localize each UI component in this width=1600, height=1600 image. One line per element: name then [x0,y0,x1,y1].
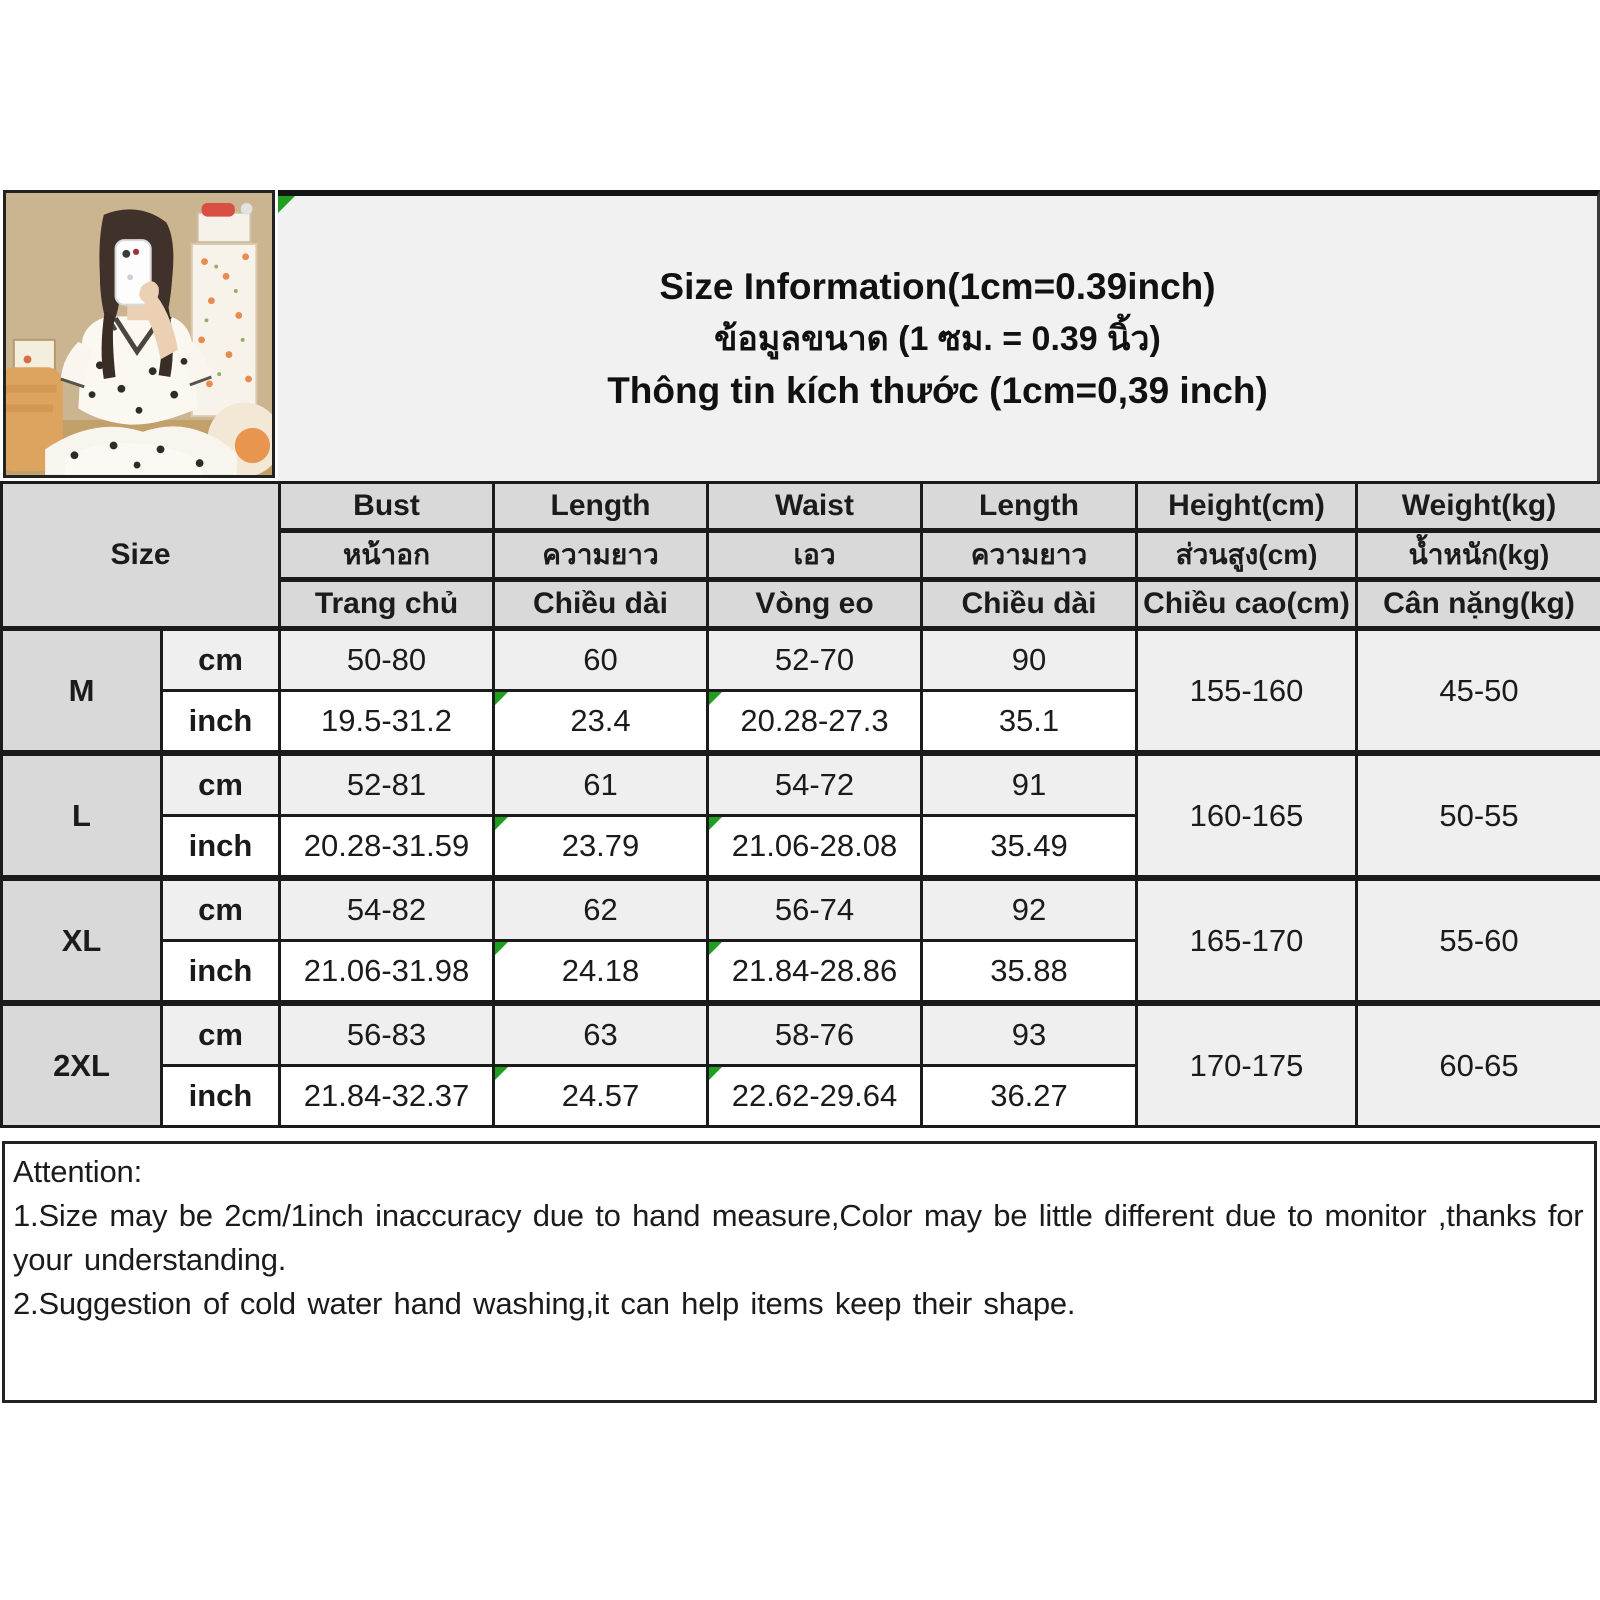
unit-inch: inch [162,941,280,1004]
table-row [2,753,1600,816]
2xl-length1-cm: 63 [494,1003,708,1066]
2xl-height: 170-175 [1137,1003,1357,1127]
2xl-length2-inch: 36.27 [922,1066,1137,1127]
xl-bust-inch: 21.06-31.98 [280,941,494,1004]
xl-waist-cm: 56-74 [708,878,922,941]
attention-note-1: 1.Size may be 2cm/1inch inaccuracy due to hand measure,Color may be little different due to monitor ,thanks for your understanding. [13,1198,1584,1278]
2xl-waist-inch: 22.62-29.64 [708,1066,922,1127]
xl-height: 165-170 [1137,878,1357,1003]
cell-comment-indicator-icon [278,196,295,213]
xl-waist-inch: 21.84-28.86 [708,941,922,1004]
col-header-length2-vi: Chiều dài [922,580,1137,629]
unit-inch: inch [162,816,280,879]
col-header-length1-vi: Chiều dài [494,580,708,629]
table-row [2,1003,1600,1066]
m-waist-cm: 52-70 [708,629,922,691]
m-waist-inch: 20.28-27.3 [708,691,922,754]
m-bust-inch: 19.5-31.2 [280,691,494,754]
attention-notes [2,1141,1597,1403]
unit-cm: cm [162,1003,280,1066]
l-waist-inch: 21.06-28.08 [708,816,922,879]
product-photo [3,190,275,478]
l-length2-cm: 91 [922,753,1137,816]
cell-comment-indicator-icon [709,1067,722,1080]
cell-comment-indicator-icon [495,817,508,830]
l-bust-cm: 52-81 [280,753,494,816]
col-header-height-en: Height(cm) [1137,483,1357,531]
col-header-waist-en: Waist [708,483,922,531]
unit-cm: cm [162,629,280,691]
cell-comment-indicator-icon [709,942,722,955]
unit-cm: cm [162,878,280,941]
unit-inch: inch [162,691,280,754]
xl-length1-cm: 62 [494,878,708,941]
l-height: 160-165 [1137,753,1357,878]
title-english: Size Information(1cm=0.39inch) [659,265,1216,307]
size-table [0,481,1600,1128]
size-label-m: M [2,629,162,754]
col-header-height-th: ส่วนสูง(cm) [1137,531,1357,580]
2xl-weight: 60-65 [1357,1003,1600,1127]
m-length1-cm: 60 [494,629,708,691]
xl-length2-inch: 35.88 [922,941,1137,1004]
title-vietnamese: Thông tin kích thước (1cm=0,39 inch) [607,369,1268,411]
product-photo-illustration [6,193,272,475]
attention-note-2: 2.Suggestion of cold water hand washing,it can help items keep their shape. [13,1286,1076,1322]
xl-length1-inch: 24.18 [494,941,708,1004]
m-length2-cm: 90 [922,629,1137,691]
col-header-length1-th: ความยาว [494,531,708,580]
col-header-length1-en: Length [494,483,708,531]
m-weight: 45-50 [1357,629,1600,754]
l-bust-inch: 20.28-31.59 [280,816,494,879]
cell-comment-indicator-icon [709,692,722,705]
l-length1-cm: 61 [494,753,708,816]
l-length1-inch: 23.79 [494,816,708,879]
2xl-length2-cm: 93 [922,1003,1137,1066]
size-header: Size [2,483,280,629]
l-waist-cm: 54-72 [708,753,922,816]
header-row-english [2,483,1600,531]
table-row [2,629,1600,691]
m-length2-inch: 35.1 [922,691,1137,754]
cell-comment-indicator-icon [495,1067,508,1080]
size-label-xl: XL [2,878,162,1003]
unit-inch: inch [162,1066,280,1127]
xl-bust-cm: 54-82 [280,878,494,941]
table-row [2,878,1600,941]
col-header-bust-th: หน้าอก [280,531,494,580]
col-header-weight-en: Weight(kg) [1357,483,1600,531]
m-length1-inch: 23.4 [494,691,708,754]
col-header-height-vi: Chiều cao(cm) [1137,580,1357,629]
col-header-length2-en: Length [922,483,1137,531]
col-header-bust-vi: Trang chủ [280,580,494,629]
col-header-weight-th: น้ำหนัก(kg) [1357,531,1600,580]
2xl-bust-cm: 56-83 [280,1003,494,1066]
xl-weight: 55-60 [1357,878,1600,1003]
size-information-title-box [278,190,1600,481]
col-header-waist-vi: Vòng eo [708,580,922,629]
size-label-2xl: 2XL [2,1003,162,1127]
col-header-bust-en: Bust [280,483,494,531]
title-thai: ข้อมูลขนาด (1 ซม. = 0.39 นิ้ว) [714,319,1161,358]
cell-comment-indicator-icon [709,817,722,830]
size-label-l: L [2,753,162,878]
cell-comment-indicator-icon [495,942,508,955]
cell-comment-indicator-icon [495,692,508,705]
l-weight: 50-55 [1357,753,1600,878]
m-height: 155-160 [1137,629,1357,754]
col-header-waist-th: เอว [708,531,922,580]
m-bust-cm: 50-80 [280,629,494,691]
col-header-length2-th: ความยาว [922,531,1137,580]
attention-heading: Attention: [13,1154,142,1189]
2xl-bust-inch: 21.84-32.37 [280,1066,494,1127]
col-header-weight-vi: Cân nặng(kg) [1357,580,1600,629]
l-length2-inch: 35.49 [922,816,1137,879]
xl-length2-cm: 92 [922,878,1137,941]
unit-cm: cm [162,753,280,816]
2xl-waist-cm: 58-76 [708,1003,922,1066]
2xl-length1-inch: 24.57 [494,1066,708,1127]
